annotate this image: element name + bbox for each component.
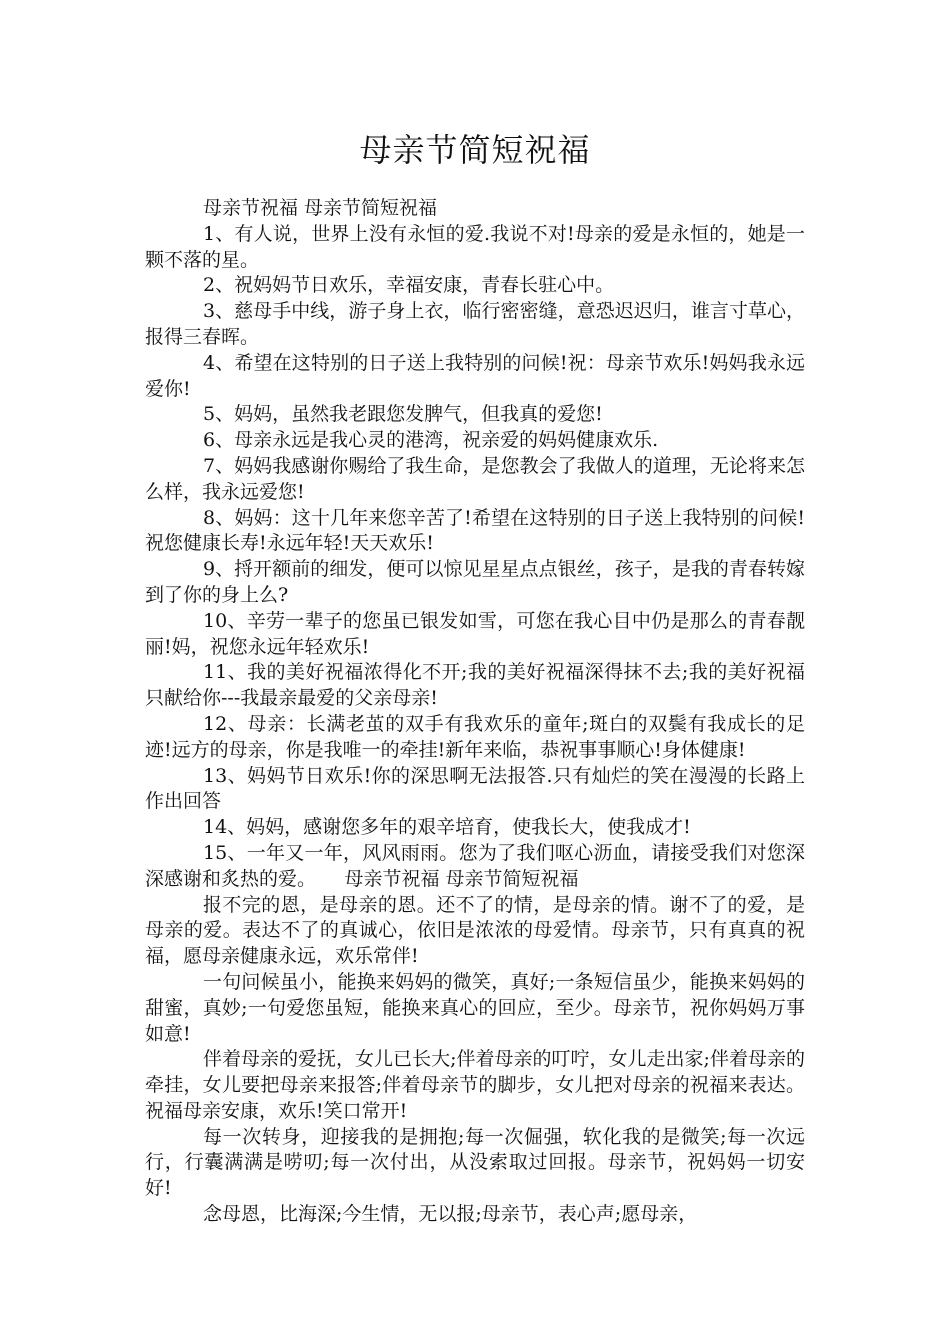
- paragraph: 9、捋开额前的细发，便可以惊见星星点点银丝，孩子，是我的青春转嫁到了你的身上么?: [145, 558, 805, 606]
- paragraph: 4、希望在这特别的日子送上我特别的问候!祝：母亲节欢乐!妈妈我永远爱你!: [145, 351, 805, 400]
- paragraph: 6、母亲永远是我心灵的港湾，祝亲爱的妈妈健康欢乐.: [203, 429, 659, 452]
- document-body: [145, 196, 805, 1228]
- paragraph: 3、慈母手中线，游子身上衣，临行密密缝，意恐迟迟归，谁言寸草心，报得三春晖。: [145, 300, 805, 348]
- document-title: 母亲节简短祝福: [359, 131, 591, 169]
- paragraph: 伴着母亲的爱抚，女儿已长大;伴着母亲的叮咛，女儿走出家;伴着母亲的牵挂，女儿要把母亲来报答;伴着母亲节的脚步，女儿把对母亲的祝福来表达。祝福母亲安康，欢乐!笑口常开!: [145, 1048, 805, 1122]
- paragraph: 1、有人说，世界上没有永恒的爱.我说不对!母亲的爱是永恒的，她是一颗不落的星。: [145, 222, 805, 271]
- paragraph: 7、妈妈我感谢你赐给了我生命，是您教会了我做人的道理，无论将来怎么样，我永远爱您!: [145, 454, 805, 503]
- paragraph: 11、我的美好祝福浓得化不开;我的美好祝福深得抹不去;我的美好祝福只献给你---我最亲最爱的父亲母亲!: [145, 661, 805, 710]
- paragraph: 5、妈妈，虽然我老跟您发脾气，但我真的爱您!: [203, 403, 603, 426]
- paragraph: 8、妈妈：这十几年来您辛苦了!希望在这特别的日子送上我特别的问候!祝您健康长寿!永远年轻!天天欢乐!: [145, 506, 805, 555]
- paragraph: 2、祝妈妈节日欢乐，幸福安康，青春长驻心中。: [203, 274, 615, 297]
- paragraph: 13、妈妈节日欢乐!你的深思啊无法报答.只有灿烂的笑在漫漫的长路上作出回答: [145, 764, 805, 813]
- paragraph: 12、母亲：长满老茧的双手有我欢乐的童年;斑白的双鬓有我成长的足迹!远方的母亲，你是我唯一的牵挂!新年来临，恭祝事事顺心!身体健康!: [145, 712, 805, 761]
- paragraph: 报不完的恩，是母亲的恩。还不了的情，是母亲的情。谢不了的爱，是母亲的爱。表达不了的真诚心，依旧是浓浓的母爱情。母亲节，只有真真的祝福，愿母亲健康永远，欢乐常伴!: [145, 893, 805, 968]
- paragraph: 念母恩，比海深;今生情，无以报;母亲节，表心声;愿母亲，: [203, 1203, 698, 1226]
- paragraph: 10、辛劳一辈子的您虽已银发如雪，可您在我心目中仍是那么的青春靓丽!妈，祝您永远年轻欢乐!: [145, 609, 805, 658]
- paragraph: 14、妈妈，感谢您多年的艰辛培育，使我长大，使我成才!: [203, 816, 691, 839]
- paragraph: 每一次转身，迎接我的是拥抱;每一次倔强，软化我的是微笑;每一次远行，行囊满满是唠叨;每一次付出，从没索取过回报。母亲节，祝妈妈一切安好!: [145, 1125, 805, 1200]
- paragraph: 15、一年又一年，风风雨雨。您为了我们呕心沥血，请接受我们对您深深感谢和炙热的爱。 母亲节祝福 母亲节简短祝福: [145, 841, 805, 890]
- paragraph: 母亲节祝福 母亲节简短祝福: [203, 197, 438, 219]
- paragraph: 一句问候虽小，能换来妈妈的微笑，真好;一条短信虽少，能换来妈妈的甜蜜，真妙;一句爱您虽短，能换来真心的回应，至少。母亲节，祝你妈妈万事如意!: [145, 970, 805, 1045]
